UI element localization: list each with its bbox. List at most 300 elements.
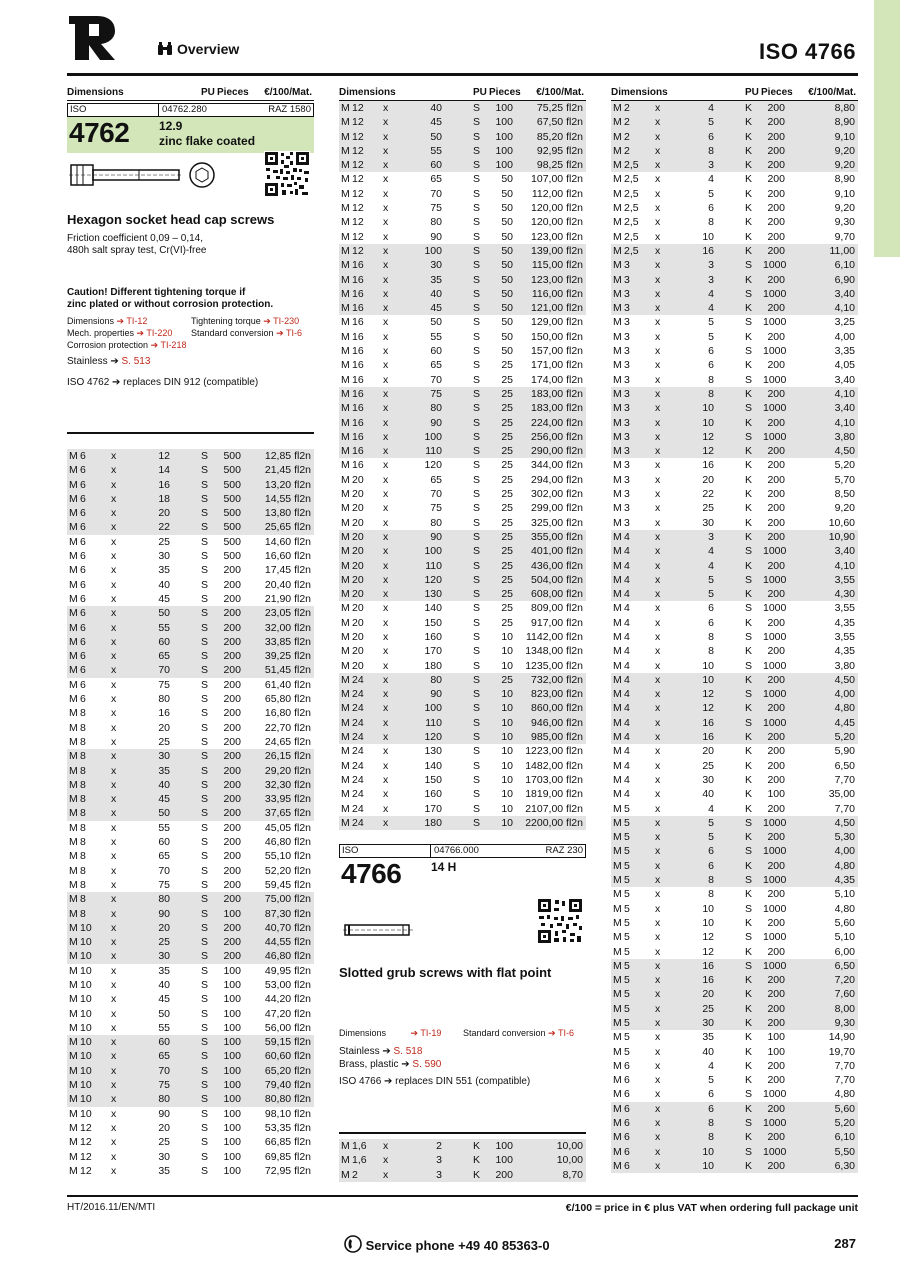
diameter: 5 (624, 816, 630, 829)
length: 6 (708, 602, 714, 615)
length: 8 (708, 874, 714, 887)
table-row (339, 258, 586, 272)
length: 5 (708, 1074, 714, 1087)
thread-prefix: M (69, 735, 78, 748)
length: 30 (158, 550, 170, 563)
thread-prefix: M (613, 673, 622, 686)
times-sign: x (655, 659, 661, 672)
length: 45 (430, 116, 442, 129)
price: 183,00 fl2n (531, 387, 583, 400)
length: 22 (702, 488, 714, 501)
pu-code: S (473, 731, 481, 744)
pieces: 200 (767, 731, 785, 744)
thread-prefix: M (613, 102, 622, 114)
price: 35,00 (828, 788, 855, 801)
times-sign: x (383, 230, 389, 243)
diameter: 20 (352, 602, 364, 615)
pieces: 1000 (763, 1088, 787, 1101)
times-sign: x (111, 936, 117, 949)
table-row (339, 115, 586, 129)
thread-prefix: M (613, 931, 622, 944)
table-row (611, 616, 858, 630)
pieces: 200 (767, 330, 785, 343)
pieces: 200 (767, 144, 785, 157)
times-sign: x (655, 202, 661, 215)
length: 30 (158, 950, 170, 963)
length: 75 (158, 1079, 170, 1092)
thread-prefix: M (613, 573, 622, 586)
product-grade-coating (159, 119, 255, 149)
table-row (339, 172, 586, 186)
pu-code: S (201, 964, 209, 977)
length: 130 (424, 745, 442, 758)
pu-code: K (745, 387, 753, 400)
diameter: 16 (352, 302, 364, 315)
thread-prefix: M (341, 259, 350, 272)
ref-corrosion[interactable]: Corrosion protection ➔ TI-218 (67, 340, 187, 350)
times-sign: x (655, 645, 661, 658)
length: 20 (158, 721, 170, 734)
price: 4,35 (834, 645, 855, 658)
length: 70 (158, 1064, 170, 1077)
times-sign: x (655, 902, 661, 915)
thread-prefix: M (69, 1150, 78, 1163)
price: 5,30 (834, 831, 855, 844)
diameter: 3 (624, 345, 630, 358)
price: 37,65 fl2n (264, 807, 311, 820)
price: 5,60 (834, 1102, 855, 1115)
ref-std-conversion[interactable]: Standard conversion ➔ TI-6 (463, 1028, 574, 1039)
thread-prefix: M (613, 116, 622, 129)
caution-line-1: Caution! Different tightening torque if (67, 287, 246, 298)
diameter: 5 (624, 916, 630, 929)
length: 6 (708, 845, 714, 858)
diameter: 4 (624, 573, 630, 586)
times-sign: x (383, 816, 389, 829)
length: 45 (158, 993, 170, 1006)
pieces: 10 (501, 816, 513, 829)
pu-code: S (473, 345, 481, 358)
thread-prefix: M (69, 1079, 78, 1092)
pieces: 200 (223, 707, 241, 720)
pieces: 200 (767, 1074, 785, 1087)
thread-prefix: M (613, 416, 622, 429)
diameter: 5 (624, 945, 630, 958)
thread-prefix: M (613, 144, 622, 157)
diameter: 5 (624, 959, 630, 972)
pieces: 500 (223, 507, 241, 520)
times-sign: x (383, 559, 389, 572)
length: 5 (708, 116, 714, 129)
ref-dimensions[interactable]: Dimensions ➔ TI-12 (67, 316, 148, 326)
brass-ref[interactable]: Brass, plastic ➔ S. 590 (339, 1059, 442, 1071)
thread-prefix: M (613, 445, 622, 458)
length: 20 (702, 745, 714, 758)
footer-rule (67, 1195, 858, 1197)
pu-code: K (745, 731, 753, 744)
diameter: 24 (352, 673, 364, 686)
pu-code: S (473, 559, 481, 572)
price: 6,10 (834, 259, 855, 272)
diameter: 8 (80, 778, 86, 791)
diameter: 8 (80, 764, 86, 777)
thread-prefix: M (341, 430, 350, 443)
times-sign: x (111, 721, 117, 734)
diameter: 3 (624, 416, 630, 429)
diameter: 2 (624, 144, 630, 157)
thread-prefix: M (613, 173, 622, 186)
thread-prefix: M (341, 1140, 350, 1152)
price: 860,00 fl2n (531, 702, 583, 715)
table-row (611, 401, 858, 415)
diameter: 5 (624, 1031, 630, 1044)
thread-prefix: M (613, 259, 622, 272)
length: 65 (430, 473, 442, 486)
length: 55 (430, 330, 442, 343)
diameter: 4 (624, 530, 630, 543)
length: 10 (702, 659, 714, 672)
pieces: 50 (501, 230, 513, 243)
diameter: 6 (624, 1059, 630, 1072)
length: 80 (430, 402, 442, 415)
ref-std-conversion[interactable]: Standard conversion ➔ TI-6 (191, 328, 302, 338)
table-row (339, 187, 586, 201)
thread-prefix: M (613, 330, 622, 343)
diameter: 10 (80, 1093, 92, 1106)
iso-code-bar (67, 103, 314, 117)
times-sign: x (655, 488, 661, 501)
table-row (611, 516, 858, 530)
thread-prefix: M (69, 478, 78, 491)
times-sign: x (383, 1154, 389, 1167)
diameter: 4 (624, 673, 630, 686)
price: 12,85 fl2n (264, 450, 311, 462)
length: 25 (158, 735, 170, 748)
pu-code: S (201, 592, 209, 605)
length: 30 (158, 750, 170, 763)
times-sign: x (655, 788, 661, 801)
stainless-ref[interactable]: Stainless ➔ S. 518 (339, 1046, 423, 1058)
times-sign: x (383, 387, 389, 400)
table-row (611, 215, 858, 229)
table-row (339, 315, 586, 329)
pu-code: S (473, 488, 481, 501)
table-row (611, 573, 858, 587)
pu-code: K (745, 673, 753, 686)
times-sign: x (383, 130, 389, 143)
price: 120,00 fl2n (531, 216, 583, 229)
diameter: 4 (624, 759, 630, 772)
price: 3,55 (834, 602, 855, 615)
pu-code: K (745, 244, 753, 257)
price: 6,50 (834, 959, 855, 972)
pieces: 50 (501, 302, 513, 315)
replaces-note: ISO 4762 ➔ replaces DIN 912 (compatible) (67, 377, 259, 388)
length: 80 (430, 673, 442, 686)
price: 32,30 fl2n (264, 778, 311, 791)
diameter: 6 (80, 478, 86, 491)
pieces: 200 (767, 516, 785, 529)
length: 22 (158, 521, 170, 534)
length: 20 (702, 988, 714, 1001)
pu-code: S (473, 402, 481, 415)
diameter: 20 (352, 645, 364, 658)
price: 4,10 (834, 416, 855, 429)
pieces: 200 (223, 821, 241, 834)
thread-prefix: M (613, 630, 622, 643)
times-sign: x (655, 187, 661, 200)
length: 16 (158, 707, 170, 720)
times-sign: x (655, 116, 661, 129)
pieces: 200 (223, 950, 241, 963)
pieces: 50 (501, 173, 513, 186)
product-grade: 14 H (431, 860, 457, 875)
table-row (339, 344, 586, 358)
price: 4,50 (834, 445, 855, 458)
thread-prefix: M (613, 616, 622, 629)
price: 13,20 fl2n (264, 478, 311, 491)
pieces: 200 (767, 773, 785, 786)
price: 608,00 fl2n (531, 588, 583, 601)
header-pu: PU (201, 87, 215, 98)
thread-prefix: M (613, 1159, 622, 1172)
thread-prefix: M (341, 159, 350, 172)
times-sign: x (111, 564, 117, 577)
length: 4 (708, 287, 714, 300)
table-row (611, 1016, 858, 1030)
times-sign: x (383, 416, 389, 429)
product-coating: zinc flake coated (159, 134, 256, 148)
pu-code: S (473, 788, 481, 801)
price: 8,80 (834, 102, 855, 114)
thread-prefix: M (69, 950, 78, 963)
table-row (611, 987, 858, 1001)
length: 70 (430, 187, 442, 200)
pu-code: K (745, 916, 753, 929)
thread-prefix: M (613, 859, 622, 872)
table-row (67, 849, 314, 863)
thread-prefix: M (341, 216, 350, 229)
pu-code: S (473, 159, 481, 172)
pu-code: S (473, 216, 481, 229)
binoculars-icon (157, 42, 173, 56)
diameter: 24 (352, 702, 364, 715)
times-sign: x (655, 1088, 661, 1101)
length: 40 (158, 778, 170, 791)
length: 50 (158, 807, 170, 820)
table-row (67, 978, 314, 992)
price: 9,70 (834, 230, 855, 243)
price: 40,70 fl2n (264, 921, 311, 934)
pieces: 25 (501, 445, 513, 458)
diameter: 6 (80, 578, 86, 591)
pu-code: S (473, 259, 481, 272)
pu-code: S (201, 1007, 209, 1020)
table-row (339, 573, 586, 587)
length: 10 (702, 1145, 714, 1158)
pieces: 1000 (763, 545, 787, 558)
price: 9,20 (834, 502, 855, 515)
pu-code: S (201, 664, 209, 677)
times-sign: x (655, 773, 661, 786)
pieces: 10 (501, 788, 513, 801)
length: 40 (702, 1045, 714, 1058)
times-sign: x (111, 464, 117, 477)
pieces: 25 (501, 473, 513, 486)
pu-code: S (473, 416, 481, 429)
diameter: 4 (624, 602, 630, 615)
price: 4,00 (834, 845, 855, 858)
pieces: 10 (501, 731, 513, 744)
pieces: 25 (501, 616, 513, 629)
thread-prefix: M (613, 1031, 622, 1044)
length: 12 (702, 445, 714, 458)
diameter: 24 (352, 688, 364, 701)
caution-line-2: zinc plated or without corrosion protection. (67, 299, 274, 310)
pu-code: S (745, 402, 753, 415)
pieces: 200 (767, 130, 785, 143)
price: 4,35 (834, 874, 855, 887)
times-sign: x (111, 693, 117, 706)
table-row (67, 1064, 314, 1078)
pu-code: K (745, 702, 753, 715)
pieces: 25 (501, 559, 513, 572)
pu-code: S (201, 893, 209, 906)
ref-torque[interactable]: Tightening torque ➔ TI-230 (191, 316, 300, 326)
times-sign: x (111, 607, 117, 620)
times-sign: x (655, 316, 661, 329)
pu-code: S (473, 645, 481, 658)
pieces: 200 (223, 650, 241, 663)
diameter: 20 (352, 630, 364, 643)
table-row (611, 458, 858, 472)
pieces: 200 (767, 416, 785, 429)
times-sign: x (655, 616, 661, 629)
diameter: 6 (624, 1117, 630, 1130)
table-row (339, 816, 586, 830)
product-number: 4766 (341, 858, 402, 890)
thread-prefix: M (613, 530, 622, 543)
times-sign: x (655, 1117, 661, 1130)
table-row (611, 873, 858, 887)
length: 12 (702, 430, 714, 443)
pu-code: K (745, 159, 753, 172)
times-sign: x (383, 473, 389, 486)
price: 6,50 (834, 759, 855, 772)
table-row (67, 835, 314, 849)
diameter: 16 (352, 387, 364, 400)
article-code: 04762.280 (158, 104, 207, 116)
pu-code: S (473, 202, 481, 215)
pu-code: K (745, 1031, 753, 1044)
pieces: 200 (223, 721, 241, 734)
thread-prefix: M (69, 550, 78, 563)
ref-dimensions[interactable]: Dimensions ➔ TI-19 (339, 1028, 442, 1039)
times-sign: x (655, 345, 661, 358)
table-row (611, 444, 858, 458)
pu-code: S (473, 273, 481, 286)
times-sign: x (111, 850, 117, 863)
pu-code: S (745, 430, 753, 443)
thread-prefix: M (613, 502, 622, 515)
times-sign: x (655, 816, 661, 829)
length: 8 (708, 1131, 714, 1144)
price: 9,20 (834, 202, 855, 215)
pu-code: S (745, 1145, 753, 1158)
page-number: 287 (834, 1236, 856, 1251)
times-sign: x (111, 964, 117, 977)
length: 160 (424, 630, 442, 643)
thread-prefix: M (341, 287, 350, 300)
diameter: 6 (80, 635, 86, 648)
pieces: 500 (223, 550, 241, 563)
pieces: 100 (495, 116, 513, 129)
thread-prefix: M (613, 1117, 622, 1130)
price: 75,00 fl2n (264, 893, 311, 906)
length: 50 (430, 316, 442, 329)
thread-prefix: M (341, 702, 350, 715)
pieces: 25 (501, 516, 513, 529)
price: 1235,00 fl2n (525, 659, 583, 672)
table-row (339, 387, 586, 401)
times-sign: x (383, 359, 389, 372)
times-sign: x (111, 578, 117, 591)
pu-code: S (201, 993, 209, 1006)
pu-code: K (745, 116, 753, 129)
table-row (611, 959, 858, 973)
thread-prefix: M (613, 516, 622, 529)
pu-code: S (745, 630, 753, 643)
times-sign: x (383, 645, 389, 658)
times-sign: x (655, 588, 661, 601)
diameter: 4 (624, 773, 630, 786)
times-sign: x (655, 387, 661, 400)
service-phone[interactable] (344, 1235, 550, 1253)
pieces: 25 (501, 387, 513, 400)
pieces: 500 (223, 521, 241, 534)
raz-code: RAZ 1580 (268, 104, 311, 115)
product-header-4762 (67, 117, 314, 153)
pieces: 200 (767, 916, 785, 929)
price: 49,95 fl2n (264, 964, 311, 977)
pieces: 200 (223, 750, 241, 763)
length: 80 (430, 516, 442, 529)
diameter: 24 (352, 759, 364, 772)
price: 174,00 fl2n (531, 373, 583, 386)
thread-prefix: M (69, 993, 78, 1006)
pieces: 200 (495, 1168, 513, 1181)
thread-prefix: M (341, 759, 350, 772)
diameter: 3 (624, 445, 630, 458)
pu-code: S (473, 545, 481, 558)
pieces: 25 (501, 416, 513, 429)
diameter: 10 (80, 978, 92, 991)
stainless-ref[interactable]: Stainless ➔ S. 513 (67, 356, 151, 367)
thread-prefix: M (69, 793, 78, 806)
times-sign: x (111, 864, 117, 877)
length: 90 (430, 530, 442, 543)
thread-prefix: M (69, 707, 78, 720)
ref-mech[interactable]: Mech. properties ➔ TI-220 (67, 328, 173, 338)
table-row (67, 721, 314, 735)
length: 8 (708, 216, 714, 229)
product-number: 4762 (69, 117, 130, 148)
pu-code: S (201, 507, 209, 520)
raz-code: RAZ 230 (545, 845, 583, 857)
pieces: 200 (767, 116, 785, 129)
table-row (611, 701, 858, 715)
thread-prefix: M (613, 1017, 622, 1029)
